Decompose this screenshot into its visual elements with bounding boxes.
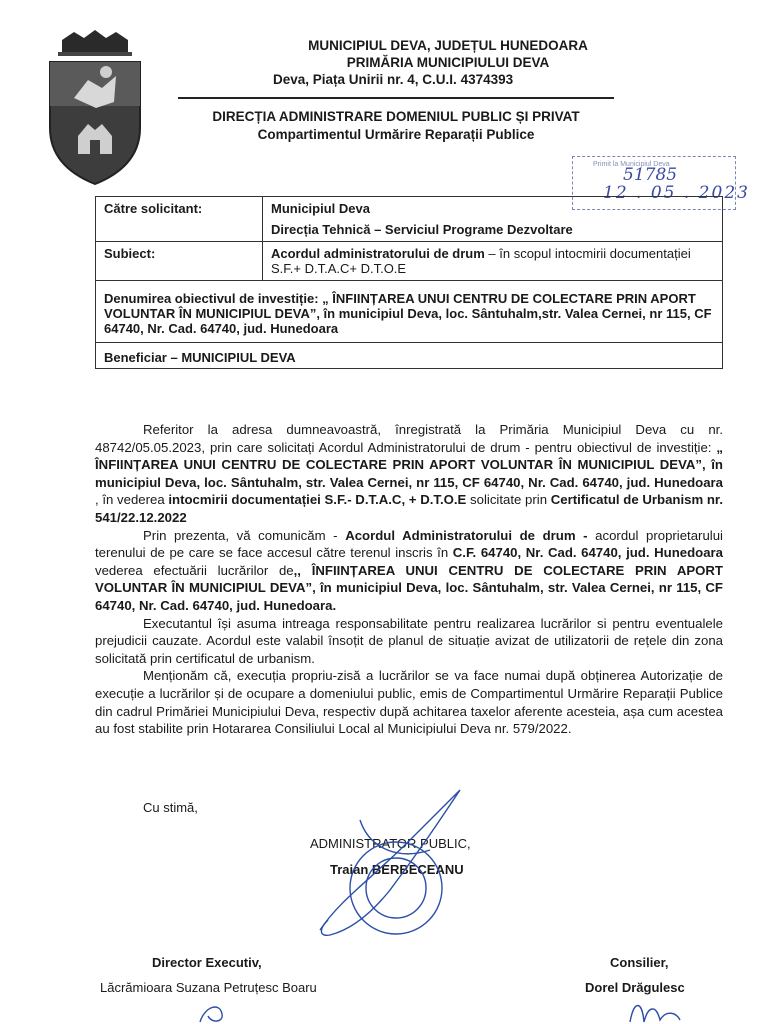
paragraph-3: Executantul își asuma intreaga responsabilitate pentru realizarea lucrărilor si pentru eventualele prejudicii cauzate. Acordul este valabil însoțit de planul de situație avizat de utilizatorii de rețele din zona solicitată prin certificatul de urbanism. bbox=[95, 615, 723, 666]
p1-text-3: solicitate prin bbox=[466, 492, 551, 508]
p2-text-3: vederea efectuării lucrărilor de bbox=[95, 562, 294, 578]
consilier-title: Consilier, bbox=[610, 955, 669, 970]
letter-body bbox=[95, 421, 723, 738]
table-row bbox=[96, 281, 723, 343]
p2-bold-3: ,, ÎNFIINȚAREA UNUI CENTRU DE COLECTARE PRIN APORT VOLUNTAR ÎN MUNICIPIUL DEVA”, în municipiul Deva, loc. Sântuhalm, str. Valea Cernei, nr 115, CF 64740, Nr. Cad. 64740, jud. Hunedoara. bbox=[95, 562, 723, 613]
header-primaria: PRIMĂRIA MUNICIPIULUI DEVA bbox=[346, 55, 550, 70]
admin-title: ADMINISTRATOR PUBLIC, bbox=[310, 836, 471, 851]
header-directie: DIRECȚIA ADMINISTRARE DOMENIUL PUBLIC ȘI PRIVAT bbox=[212, 109, 580, 124]
closing: Cu stimă, bbox=[143, 800, 198, 815]
header-compartiment: Compartimentul Urmărire Reparații Publice bbox=[257, 127, 535, 142]
paragraph-1 bbox=[95, 421, 723, 527]
p2-bold-1: Acordul Administratorului de drum - bbox=[345, 527, 588, 543]
p1-bold-1: „ ÎNFIINȚAREA UNUI CENTRU DE COLECTARE PRIN APORT VOLUNTAR ÎN MUNICIPIUL DEVA”, în municipiul Deva, loc. Sântuhalm, str. Valea Cernei, nr 115, CF 64740, Nr. Cad. 64740, jud. Hunedoara bbox=[95, 439, 723, 490]
beneficiar-text: Beneficiar – MUNICIPIUL DEVA bbox=[96, 343, 723, 369]
director-title: Director Executiv, bbox=[152, 955, 262, 970]
coat-of-arms-icon bbox=[44, 28, 146, 188]
catre-label: Către solicitant: bbox=[96, 197, 263, 242]
p2-text-2: acordul proprietarului terenului de pe care se face accesul către terenul inscris în bbox=[95, 527, 723, 561]
paragraph-2 bbox=[95, 527, 723, 615]
official-seal-icon bbox=[300, 780, 470, 960]
p1-bold-3: Certificatul de Urbanism nr. 541/22.12.2022 bbox=[95, 492, 723, 525]
catre-line1: Municipiul Deva bbox=[271, 201, 370, 216]
p1-bold-2: intocmirii documentației S.F.- D.T.A.C, + D.T.O.E bbox=[168, 492, 467, 508]
paragraph-4: Menționăm că, execuția propriu-zisă a lucrărilor se va face numai după obținerea Autorizație de execuție a lucrărilor și de ocupare a domeniului public, emis de Compartimentul Urmărire Reparații Publice din cadrul Primăriei Municipiului Deva, respectiv după achitarea taxelor aferente acesteia, așa cum acestea au fost stabilite prin Hotararea Consiliului Local al Municipiului Deva nr. 579/2022. bbox=[95, 668, 723, 737]
table-row bbox=[96, 242, 723, 281]
table-row bbox=[96, 343, 723, 369]
catre-line2: Direcția Tehnică – Serviciul Programe Dezvoltare bbox=[271, 222, 573, 237]
p2-text-1: Prin prezenta, vă comunicăm - bbox=[143, 527, 346, 543]
header-address: Deva, Piața Unirii nr. 4, C.U.I. 4374393 bbox=[273, 72, 514, 87]
table-row bbox=[96, 197, 723, 242]
subiect-bold: Acordul administratorului de drum bbox=[271, 246, 485, 261]
p2-bold-2: C.F. 64740, Nr. Cad. 64740, jud. Hunedoara bbox=[452, 545, 723, 561]
catre-value bbox=[263, 197, 723, 242]
p1-text-2: , în vederea bbox=[95, 492, 169, 508]
info-table bbox=[95, 196, 723, 369]
header-municipality: MUNICIPIUL DEVA, JUDEȚUL HUNEDOARA bbox=[308, 38, 588, 53]
admin-name: Traian BERBECEANU bbox=[330, 862, 464, 877]
stamp-title: Primit la Municipiul Deva bbox=[593, 161, 670, 168]
subiect-rest: – în scopul intocmirii documentației S.F.+ D.T.A.C+ D.T.O.E bbox=[271, 246, 691, 276]
stamp-number: 51785 bbox=[623, 165, 678, 185]
consilier-name: Dorel Drăgulesc bbox=[585, 980, 685, 995]
header-rule bbox=[178, 97, 614, 99]
director-name: Lăcrămioara Suzana Petruțesc Boaru bbox=[100, 980, 317, 995]
director-signature-icon bbox=[190, 998, 250, 1024]
consilier-signature-icon bbox=[620, 996, 690, 1024]
p1-text-1: Referitor la adresa dumneavoastră, înregistrată la Primăria Municipiul Deva cu nr. 48742/05.05.2023, prin care solicitați Acordul Administratorului de drum - pentru obiectivul de investiție: bbox=[95, 422, 723, 455]
subiect-value bbox=[263, 242, 723, 281]
stamp-date: 12 . 05 . 2023 bbox=[603, 183, 750, 203]
obiectiv-text: Denumirea obiectivul de investiție: „ ÎNFIINȚAREA UNUI CENTRU DE COLECTARE PRIN APORT VOLUNTAR ÎN MUNICIPIUL DEVA”, în municipiul Deva, loc. Sântuhalm,str. Valea Cernei, nr 115, CF 64740, Nr. Cad. 64740, jud. Hunedoara bbox=[96, 281, 723, 343]
subiect-label: Subiect: bbox=[96, 242, 263, 281]
